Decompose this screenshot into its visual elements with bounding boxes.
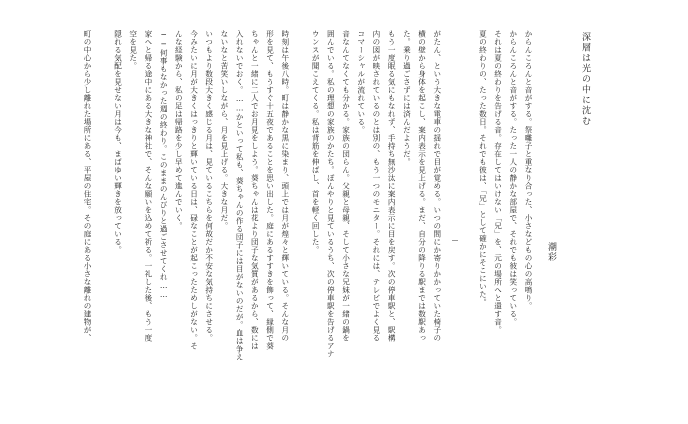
- body-line: ないなと苦笑いしながら、月を見上げる。大きな月だ。: [219, 30, 229, 230]
- body-line: 時刻は午後八時。町は静かな黒に染まり、頭上では月が煌々と輝いている。そんな月の: [280, 30, 290, 342]
- author-name: 潮彩: [546, 242, 556, 262]
- body-line: 隠れる気配を見せない月は今も、まばゆい輝きを放っている。: [113, 30, 123, 254]
- body-line: [445, 30, 460, 400]
- body-line: [460, 30, 475, 400]
- body-line: いつもより数段大きく感じる月は、見ているこちらを何故だか不安な気持ちにさせる。: [204, 30, 214, 342]
- body-line: 横の壁から身体を起こし、案内表示を見上げる。まだ、自分の降りる駅までは数駅あっ: [417, 30, 427, 342]
- page-mark: [452, 240, 458, 241]
- body-line: ウンスが聞こえてくる。私は背筋を伸ばし、首を軽く回した。: [311, 30, 321, 254]
- body-line: 音なんてなくても分かる。家族の団らん。父親と母親、そして小さな兄妹が一緒の鍋を: [341, 30, 351, 342]
- body-line: [95, 30, 110, 400]
- story-body: [80, 30, 536, 400]
- body-line: ──何事もなかった週の終わり。このままのんびりと過ごさせてくれ……: [159, 30, 169, 300]
- body-line: ちゃんと一緒に二人でお月見をしよう。葵ちゃんは花より団子な気質があるから、数には: [250, 30, 260, 350]
- body-line: 夏の終わりの、たった数日。それでも彼は、「兄」として確かにそこにいた。: [478, 30, 488, 307]
- body-line: 囲んでいる。私の理想の家族のかたち。ぼんやりと見ているうち、次の停車駅を告げるアナ: [326, 30, 336, 358]
- body-line: 形を見て、もうすぐ十五夜であることを思い出した。庭にあるすすきを飾って、縁側で葵: [265, 30, 275, 350]
- body-line: 町の中心から少し離れた場所にある、平屋の住宅。その庭にある小さな離れの建物が、: [83, 30, 93, 342]
- body-line: もう一度眠る気にもなれず、手持ち無沙汰に案内表示に目を戻す。次の停車駅と、駅構: [387, 30, 397, 342]
- body-line: からんころんと音がする。祭囃子と重なり合った、小さなどもの心の高鳴り。: [524, 30, 533, 310]
- body-line: コマーシャルが流れている。: [356, 30, 366, 134]
- body-line: からんころんと音がする。たった一人の静かな部屋で、それでも彼は笑っている。: [508, 30, 518, 326]
- body-line: 家へと帰る途中にある大きな神社で、そんな願いを込めて祈る。一礼した後、もう一度: [143, 30, 153, 342]
- body-line: 今みたいに月が大きくはっきりと輝いている日は、碌なことが起こったためしがない。そ: [189, 30, 199, 350]
- story-title: 深層は光の中に沈む: [580, 32, 590, 127]
- body-line: んな経験から、私の足は帰路を少し早めて進んでいく。: [174, 30, 184, 230]
- body-line: 内の図が映されているのとは別の、もう一つのモニター。それには、テレビでよく見る: [371, 30, 381, 342]
- body-line: た。乗り過ごさずには済んだようだ。: [402, 30, 412, 166]
- body-line: 入れないでおく。……かといって私も、葵ちゃんの作る団子には目がないのだが。血は争え: [235, 30, 245, 361]
- body-line: [293, 30, 308, 400]
- body-line: 空を見た。: [128, 30, 138, 70]
- body-line: それは夏の終わりを告げる音。存在してはいけない「兄」を、元の場所へと還す音。: [493, 30, 503, 334]
- body-line: がたん、という大きな電車の揺れで目が覚める。いつの間にか寄りかかっていた椅子の: [432, 30, 442, 342]
